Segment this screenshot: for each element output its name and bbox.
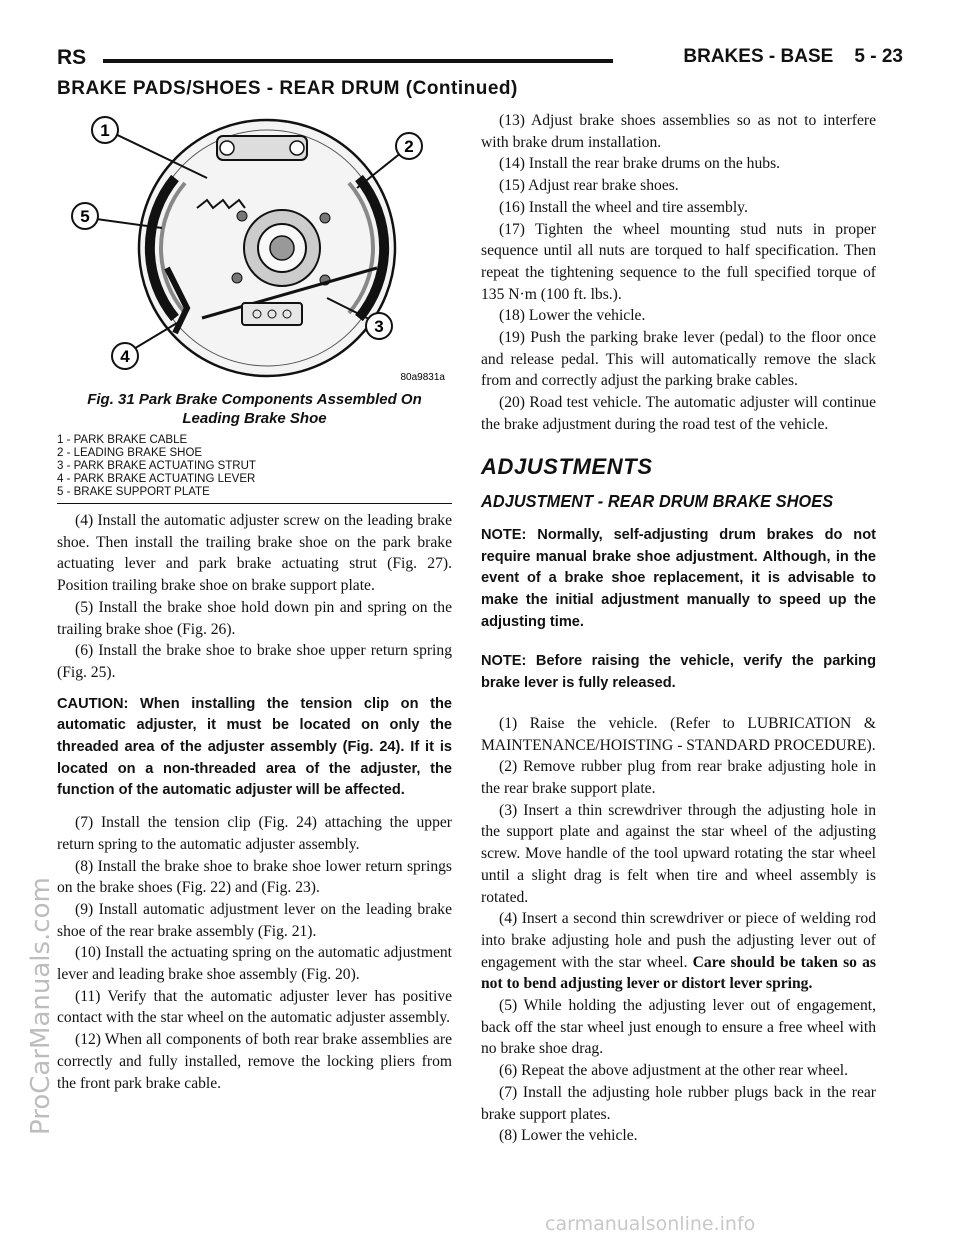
svg-text:2: 2 [404, 137, 414, 156]
callout-2 [396, 133, 422, 159]
callout-1 [92, 117, 118, 143]
step-16: (16) Install the wheel and tire assembly. [499, 198, 748, 216]
step-12: (12) When all components of both rear brake assemblies are correctly and fully installed, remove the locking pliers from the front park brake cable. [57, 1031, 452, 1092]
note-parking-brake: NOTE: Before raising the vehicle, verify the parking brake lever is fully released. [481, 653, 876, 692]
continued-heading: BRAKE PADS/SHOES - REAR DRUM (Continued) [57, 78, 518, 99]
adjust-step-4-warning: Care should be taken so as not to bend adjusting lever or distort lever spring. [481, 953, 876, 993]
svg-text:1: 1 [100, 121, 110, 140]
step-15: (15) Adjust rear brake shoes. [499, 177, 679, 195]
legend-item: 3 - PARK BRAKE ACTUATING STRUT [57, 460, 256, 472]
svg-text:5: 5 [80, 207, 90, 226]
svg-text:4: 4 [120, 347, 130, 366]
step-8: (8) Install the brake shoe to brake shoe lower return springs on the brake shoes (Fig. 22) and (Fig. 23). [57, 857, 452, 897]
adjust-step-3: (3) Insert a thin screwdriver through the adjusting hole in the support plate and against the star wheel of the adjusting screw. Move handle of the tool upward rotating the star wheel until a slight drag is felt when tire and wheel assembly is rotated. [481, 801, 876, 906]
callout-4 [112, 343, 138, 369]
step-19: (19) Push the parking brake lever (pedal) to the floor once and release pedal. This will automatically remove the slack from and correctly adjust the parking brake cables. [481, 329, 876, 390]
bottom-watermark: carmanualsonline.info [545, 1213, 756, 1235]
adjust-step-4 [481, 908, 876, 995]
section-title: ADJUSTMENTS [481, 453, 653, 479]
step-6: (6) Install the brake shoe to brake shoe upper return spring (Fig. 25). [57, 642, 452, 681]
side-watermark: ProCarManuals.com [26, 877, 56, 1135]
step-7: (7) Install the tension clip (Fig. 24) attaching the upper return spring to the automatic adjuster assembly. [57, 814, 452, 853]
legend-item: 1 - PARK BRAKE CABLE [57, 434, 188, 446]
header-section-code: RS [57, 46, 87, 69]
right-column [481, 110, 876, 1147]
adjust-step-8: (8) Lower the vehicle. [499, 1127, 638, 1145]
legend-item: 4 - PARK BRAKE ACTUATING LEVER [57, 473, 256, 485]
brake-figure [57, 108, 452, 388]
step-13: (13) Adjust brake shoes assemblies so as not to interfere with brake drum installation. [481, 112, 876, 151]
callout-3 [366, 313, 392, 339]
step-18: (18) Lower the vehicle. [499, 307, 646, 325]
left-column [57, 108, 452, 1094]
step-11: (11) Verify that the automatic adjuster lever has positive contact with the star wheel on the automatic adjuster assembly. [57, 987, 452, 1027]
step-14: (14) Install the rear brake drums on the hubs. [499, 155, 781, 173]
adjust-step-7: (7) Install the adjusting hole rubber plugs back in the rear brake support plates. [481, 1083, 876, 1123]
callout-5 [72, 203, 98, 229]
figure-caption: Fig. 31 Park Brake Components Assembled On Leading Brake Shoe [87, 391, 422, 427]
figure-code: 80a9831a [400, 372, 445, 383]
adjust-step-2: (2) Remove rubber plug from rear brake adjusting hole in the rear brake support plate. [481, 758, 876, 797]
step-5: (5) Install the brake shoe hold down pin and spring on the trailing brake shoe (Fig. 26). [57, 598, 452, 638]
header-page-info: BRAKES - BASE 5 - 23 [683, 46, 903, 67]
subsection-title: ADJUSTMENT - REAR DRUM BRAKE SHOES [481, 491, 834, 512]
adjust-step-1: (1) Raise the vehicle. (Refer to LUBRICATION & MAINTENANCE/HOISTING - STANDARD PROCEDURE). [481, 714, 876, 754]
adjust-step-4-text: (4) Insert a second thin screwdriver or piece of welding rod into brake adjusting hole and push the adjusting lever out of engagement with the star wheel. [481, 910, 876, 971]
page-header [57, 40, 903, 70]
adjust-step-6: (6) Repeat the above adjustment at the other rear wheel. [499, 1062, 848, 1080]
step-17: (17) Tighten the wheel mounting stud nuts in proper sequence until all nuts are torqued to half specification. Then repeat the tightening sequence to the full specified torque of 135 N·m (100 ft. lbs.). [481, 220, 876, 303]
svg-text:3: 3 [374, 317, 384, 336]
legend-item: 5 - BRAKE SUPPORT PLATE [57, 486, 210, 498]
legend-item: 2 - LEADING BRAKE SHOE [57, 447, 203, 459]
adjust-step-5: (5) While holding the adjusting lever out of engagement, back off the star wheel just enough to ensure a free wheel with no brake shoe drag. [481, 997, 876, 1058]
step-10: (10) Install the actuating spring on the automatic adjustment lever and leading brake shoe assembly (Fig. 20). [57, 944, 452, 984]
caution-note: CAUTION: When installing the tension clip on the automatic adjuster, it must be located on only the threaded area of the adjuster assembly (Fig. 24). If it is located on a non-threaded area of the adjuster, the function of the automatic adjuster will be affected. [57, 695, 452, 799]
step-20: (20) Road test vehicle. The automatic adjuster will continue the brake adjustment during the road test of the vehicle. [481, 394, 876, 433]
step-4: (4) Install the automatic adjuster screw on the leading brake shoe. Then install the trailing brake shoe on the park brake actuating lever and park brake actuating strut (Fig. 27). Position trailing brake shoe on brake support plate. [57, 512, 452, 595]
step-9: (9) Install automatic adjustment lever on the leading brake shoe of the rear brake assembly (Fig. 21). [57, 900, 452, 940]
header-rule [103, 59, 613, 63]
figure-legend [57, 434, 452, 504]
note-self-adjusting: NOTE: Normally, self-adjusting drum brakes do not require manual brake shoe adjustment. Although, in the event of a brake shoe replacement, it is advisable to make the initial adjustment manually to speed up the adjusting time. [481, 526, 876, 630]
brake-drawing [57, 108, 452, 388]
